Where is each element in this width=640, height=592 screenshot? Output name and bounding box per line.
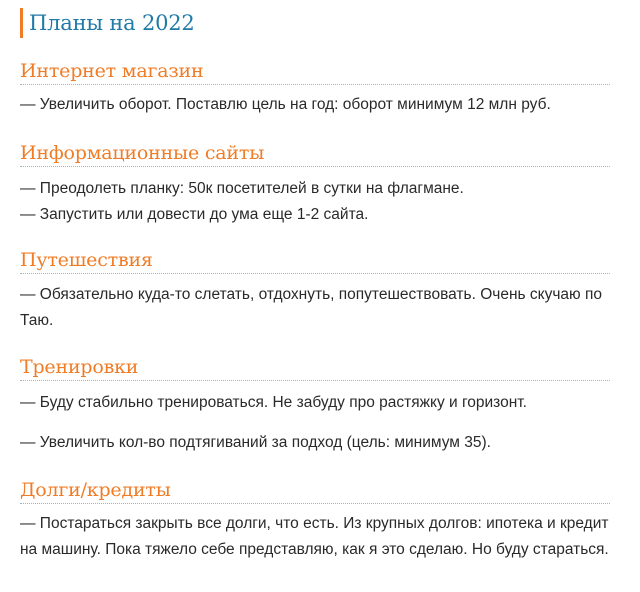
- section-paragraph: — Преодолеть планку: 50к посетителей в сутки на флагмане.: [20, 180, 464, 197]
- section-travel: [20, 247, 610, 334]
- section-online-store: [20, 58, 610, 118]
- section-paragraph: — Обязательно куда-то слетать, отдохнуть, попутешествовать. Очень скучаю по Таю.: [20, 286, 602, 329]
- page-title-block: [20, 8, 195, 38]
- section-info-sites: [20, 140, 610, 228]
- section-heading: Путешествия: [20, 247, 610, 274]
- section-paragraph: — Увеличить кол-во подтягиваний за подход (цель: минимум 35).: [20, 434, 491, 451]
- section-heading: Долги/кредиты: [20, 477, 610, 504]
- section-paragraph: — Постараться закрыть все долги, что есть. Из крупных долгов: ипотека и кредит на машину. Пока тяжело себе представляю, как я это сделаю. Но буду стараться.: [20, 515, 609, 558]
- section-paragraph: — Увеличить оборот. Поставлю цель на год: оборот минимум 12 млн руб.: [20, 96, 551, 113]
- section-paragraph: — Запустить или довести до ума еще 1-2 сайта.: [20, 206, 369, 223]
- section-heading: Тренировки: [20, 354, 610, 381]
- section-heading: Информационные сайты: [20, 140, 610, 167]
- page-title: Планы на 2022: [29, 11, 195, 35]
- section-paragraph: — Буду стабильно тренироваться. Не забуду про растяжку и горизонт.: [20, 394, 527, 411]
- section-workouts: [20, 354, 610, 456]
- section-heading: Интернет магазин: [20, 58, 610, 85]
- section-debts: [20, 477, 610, 563]
